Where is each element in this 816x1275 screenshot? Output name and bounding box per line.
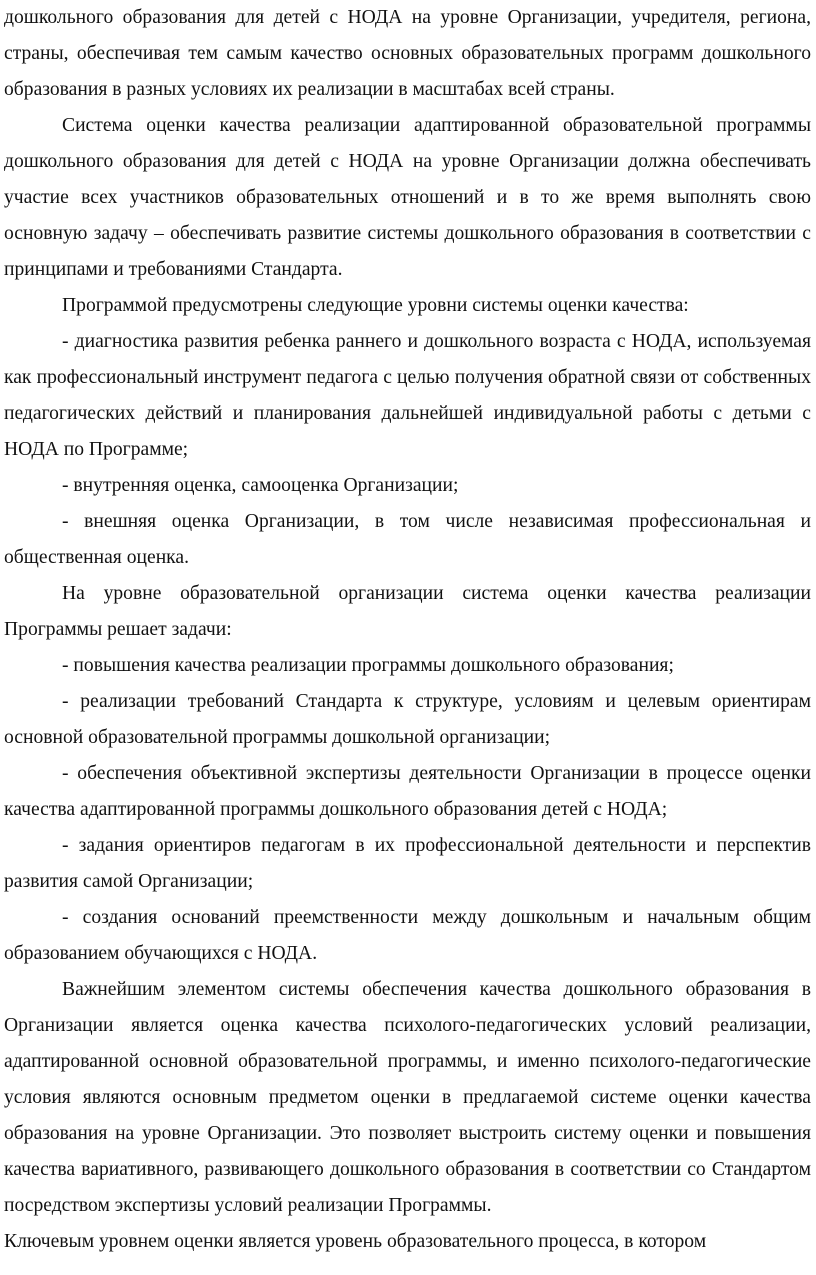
paragraph-continuation: дошкольного образования для детей с НОДА на уровне Организации, учредителя, региона, страны, обеспечивая тем самым качество основных образовательных программ дошкольного образования в разных условиях их реализации в масштабах всей страны. [4,7,811,100]
paragraph-key-level: Ключевым уровнем оценки является уровень образовательного процесса, в котором [4,1231,707,1252]
list-item-diagnostics: - диагностика развития ребенка раннего и дошкольного возраста с НОДА, используемая как профессиональный инструмент педагога с целью получения обратной связи от собственных педагогических действий и планирования дальнейшей индивидуальной работы с детьми с НОДА по Программе; [4,331,811,460]
paragraph-levels-intro: Программой предусмотрены следующие уровни системы оценки качества: [62,295,689,316]
list-item-teacher-guidance: - задания ориентиров педагогам в их профессиональной деятельности и перспектив развития самой Организации; [4,835,811,892]
list-item-standard-requirements: - реализации требований Стандарта к структуре, условиям и целевым ориентирам основной образовательной программы дошкольной организации; [4,691,811,748]
paragraph-key-element: Важнейшим элементом системы обеспечения качества дошкольного образования в Организации является оценка качества психолого-педагогических условий реализации, адаптированной основной образовательной программы, и именно психолого-педагогические условия являются основным предметом оценки в предлагаемой системе оценки качества образования на уровне Организации. Это позволяет выстроить систему оценки и повышения качества вариативного, развивающего дошкольного образования в соответствии со Стандартом посредством экспертизы условий реализации Программы. [4,979,811,1216]
list-item-internal-assessment: - внутренняя оценка, самооценка Организации; [62,475,459,496]
paragraph-tasks-intro: На уровне образовательной организации система оценки качества реализации Программы решает задачи: [4,583,811,640]
list-item-external-assessment: - внешняя оценка Организации, в том числе независимая профессиональная и общественная оценка. [4,511,811,568]
list-item-objective-expertise: - обеспечения объективной экспертизы деятельности Организации в процессе оценки качества адаптированной программы дошкольного образования детей с НОДА; [4,763,811,820]
paragraph-quality-system: Система оценки качества реализации адаптированной образовательной программы дошкольного образования для детей с НОДА на уровне Организации должна обеспечивать участие всех участников образовательных отношений и в то же время выполнять свою основную задачу – обеспечивать развитие системы дошкольного образования в соответствии с принципами и требованиями Стандарта. [4,115,811,280]
list-item-continuity: - создания оснований преемственности между дошкольным и начальным общим образованием обучающихся с НОДА. [4,907,811,964]
document-page [4,0,811,1260]
list-item-quality-improvement: - повышения качества реализации программы дошкольного образования; [62,655,674,676]
